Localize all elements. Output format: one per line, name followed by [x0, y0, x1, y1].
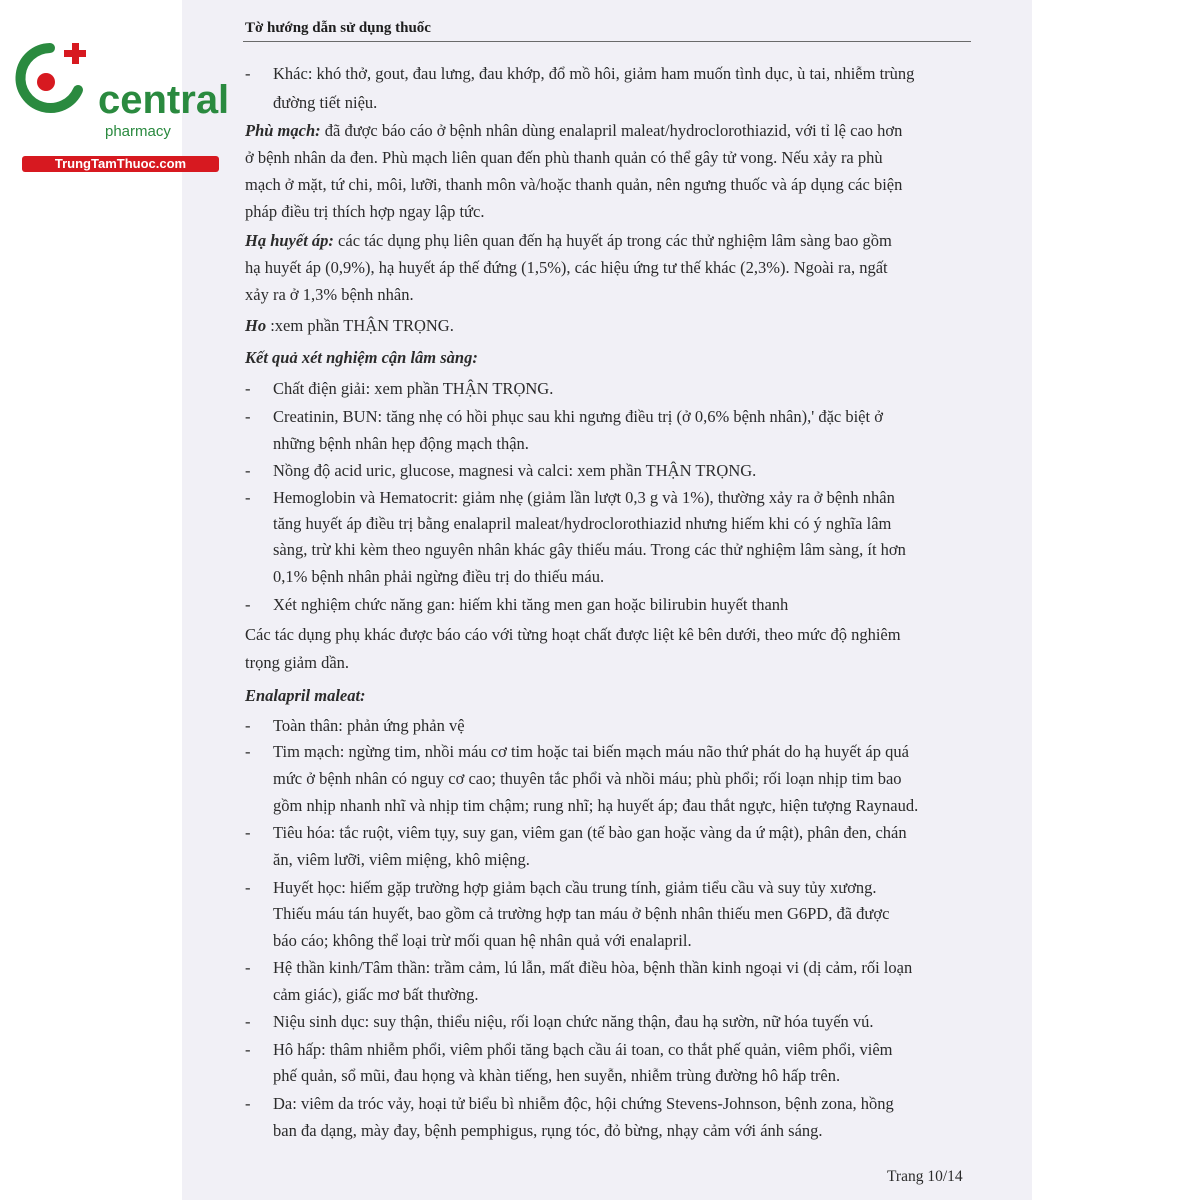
paragraph-hypotension	[245, 231, 892, 251]
bullet-dash: -	[245, 488, 251, 507]
bullet-dash: -	[245, 407, 251, 426]
bullet-dash: -	[245, 1094, 251, 1113]
text-line: gồm nhịp nhanh nhĩ và nhịp tim chậm; rung nhĩ; hạ huyết áp; đau thắt ngực, hiện tượng Raynaud.	[273, 796, 919, 815]
text-line: Huyết học: hiếm gặp trường hợp giảm bạch cầu trung tính, giảm tiểu cầu và suy tủy xương.	[273, 878, 877, 897]
text-line: đã được báo cáo ở bệnh nhân dùng enalapril maleat/hydroclorothiazid, với tỉ lệ cao hơn	[324, 121, 903, 140]
text-line: Toàn thân: phản ứng phản vệ	[273, 716, 465, 735]
text-line: trọng giảm dần.	[245, 653, 350, 672]
bullet-dash: -	[245, 595, 251, 614]
text-line: 0,1% bệnh nhân phải ngừng điều trị do thiếu máu.	[273, 567, 605, 586]
text-line: xảy ra ở 1,3% bệnh nhân.	[245, 285, 414, 304]
central-pharmacy-logo[interactable]	[10, 38, 230, 171]
text-line: báo cáo; không thể loại trừ mối quan hệ nhân quả với enalapril.	[273, 931, 692, 950]
bullet-dash: -	[245, 1040, 251, 1059]
text-line: Niệu sinh dục: suy thận, thiểu niệu, rối loạn chức năng thận, đau hạ sườn, nữ hóa tuyến vú.	[273, 1012, 874, 1031]
bullet-dash: -	[245, 64, 251, 83]
bullet-dash: -	[245, 878, 251, 897]
text-line: pháp điều trị thích hợp ngay lập tức.	[245, 202, 485, 221]
text-line: :xem phần THẬN TRỌNG.	[270, 316, 454, 335]
text-line: ăn, viêm lưỡi, viêm miệng, khô miệng.	[273, 850, 530, 869]
section-heading-lab-results: Kết quả xét nghiệm cận lâm sàng:	[245, 348, 478, 367]
text-line: phế quản, sổ mũi, đau họng và khàn tiếng, hen suyễn, nhiễm trùng đường hô hấp trên.	[273, 1066, 841, 1085]
text-line: Hemoglobin và Hematocrit: giảm nhẹ (giảm lần lượt 0,3 g và 1%), thường xảy ra ở bệnh nhân	[273, 488, 895, 507]
text-line: hạ huyết áp (0,9%), hạ huyết áp thế đứng (1,5%), các hiệu ứng tư thế khác (2,3%). Ngoài ra, ngất	[245, 258, 888, 277]
text-line: đường tiết niệu.	[273, 93, 378, 112]
text-line: Khác: khó thở, gout, đau lưng, đau khớp, đổ mồ hôi, giảm ham muốn tình dục, ù tai, nhiễm trùng	[273, 64, 915, 83]
text-line: Da: viêm da tróc vảy, hoại tử biểu bì nhiễm độc, hội chứng Stevens-Johnson, bệnh zona, hồng	[273, 1094, 894, 1113]
brand-url[interactable]: TrungTamThuoc.com	[22, 156, 219, 172]
text-line: sàng, trừ khi kèm theo nguyên nhân khác gây thiếu máu. Trong các thử nghiệm lâm sàng, ít hơn	[273, 540, 906, 559]
page-number: Trang 10/14	[887, 1168, 963, 1185]
paragraph-cough	[245, 316, 454, 336]
bullet-dash: -	[245, 379, 251, 398]
brand-name: central	[98, 78, 230, 122]
text-line: những bệnh nhân hẹp động mạch thận.	[273, 434, 529, 453]
pharmacy-cross-icon	[10, 38, 92, 120]
bullet-dash: -	[245, 1012, 251, 1031]
text-line: mạch ở mặt, tứ chi, môi, lưỡi, thanh môn và/hoặc thanh quản, nên ngưng thuốc và áp dụng các biện	[245, 175, 903, 194]
text-line: Hệ thần kinh/Tâm thần: trầm cảm, lú lẫn, mất điều hòa, bệnh thần kinh ngoại vi (dị cảm, rối loạn	[273, 958, 913, 977]
text-line: các tác dụng phụ liên quan đến hạ huyết áp trong các thử nghiệm lâm sàng bao gồm	[338, 231, 892, 250]
text-line: Creatinin, BUN: tăng nhẹ có hồi phục sau khi ngưng điều trị (ở 0,6% bệnh nhân),' đặc biệt ở	[273, 407, 883, 426]
text-line: ở bệnh nhân da đen. Phù mạch liên quan đến phù thanh quản có thể gây tử vong. Nếu xảy ra phù	[245, 148, 883, 167]
text-line: ban đa dạng, mày đay, bệnh pemphigus, rụng tóc, đỏ bừng, nhạy cảm với ánh sáng.	[273, 1121, 823, 1140]
brand-subtitle: pharmacy	[105, 123, 171, 140]
label-cough: Ho	[245, 316, 267, 335]
text-line: Chất điện giải: xem phần THẬN TRỌNG.	[273, 379, 554, 398]
text-line: Tim mạch: ngừng tim, nhồi máu cơ tim hoặc tai biến mạch máu não thứ phát do hạ huyết áp quá	[273, 742, 909, 761]
label-angioedema: Phù mạch:	[245, 121, 321, 140]
section-heading-enalapril: Enalapril maleat:	[245, 686, 366, 705]
text-line: Nồng độ acid uric, glucose, magnesi và calci: xem phần THẬN TRỌNG.	[273, 461, 757, 480]
text-line: mức ở bệnh nhân có nguy cơ cao; thuyên tắc phổi và nhồi máu; phù phổi; rối loạn nhịp tim bao	[273, 769, 902, 788]
bullet-dash: -	[245, 716, 251, 735]
text-line: Tiêu hóa: tắc ruột, viêm tụy, suy gan, viêm gan (tế bào gan hoặc vàng da ứ mật), phân đen, chán	[273, 823, 907, 842]
bullet-dash: -	[245, 461, 251, 480]
text-line: cảm giác), giấc mơ bất thường.	[273, 985, 479, 1004]
text-line: Thiếu máu tán huyết, bao gồm cả trường hợp tan máu ở bệnh nhân thiếu men G6PD, đã được	[273, 904, 890, 923]
text-line: Xét nghiệm chức năng gan: hiếm khi tăng men gan hoặc bilirubin huyết thanh	[273, 595, 789, 614]
bullet-dash: -	[245, 958, 251, 977]
label-hypotension: Hạ huyết áp:	[245, 231, 334, 250]
header-divider	[243, 41, 971, 42]
document-header: Tờ hướng dẫn sử dụng thuốc	[245, 20, 431, 36]
text-line: tăng huyết áp điều trị bằng enalapril maleat/hydroclorothiazid nhưng hiếm khi có ý nghĩa lâm	[273, 514, 892, 533]
paragraph-angioedema	[245, 121, 902, 141]
text-line: Các tác dụng phụ khác được báo cáo với từng hoạt chất được liệt kê bên dưới, theo mức độ nghiêm	[245, 625, 901, 644]
bullet-dash: -	[245, 823, 251, 842]
bullet-dash: -	[245, 742, 251, 761]
text-line: Hô hấp: thâm nhiễm phổi, viêm phổi tăng bạch cầu ái toan, co thắt phế quản, viêm phổi, viêm	[273, 1040, 893, 1059]
